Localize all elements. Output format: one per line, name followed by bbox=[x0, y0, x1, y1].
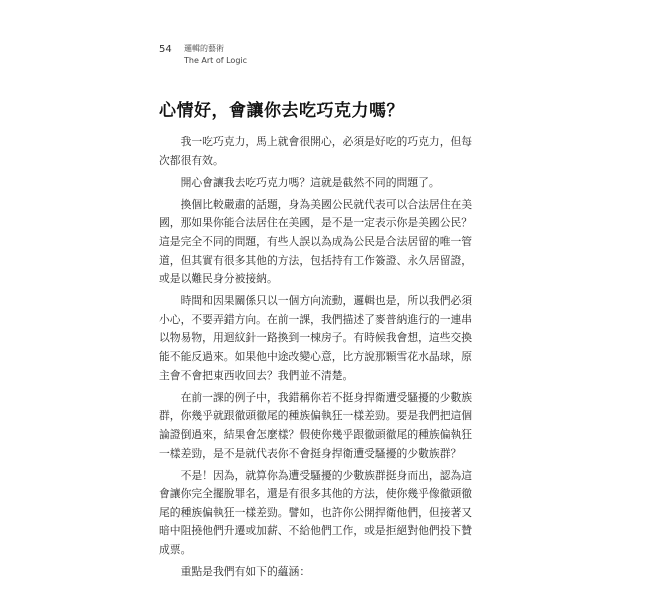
text-line: 換個比較嚴肅的話題，身為美國公民就代表可以合法居住在美 bbox=[180, 197, 473, 211]
text-line: 或是以難民身分被接納。 bbox=[159, 272, 278, 286]
book-title-chinese: 邏輯的藝術 bbox=[184, 44, 224, 53]
text-line: 會讓你完全擺脫罪名，還是有很多其他的方法，使你幾乎像徹頭徹 bbox=[159, 487, 473, 501]
text-line: 不是！因為，就算你為遭受騷擾的少數族群挺身而出，認為這 bbox=[180, 468, 473, 482]
text-line: 暗中阻撓他們升遷或加薪、不給他們工作，或是拒絕對他們投下贊 bbox=[159, 524, 473, 538]
body-text bbox=[159, 133, 481, 585]
text-line: 這是完全不同的問題，有些人誤以為成為公民是合法居留的唯一管 bbox=[159, 234, 473, 248]
paragraph bbox=[159, 292, 481, 385]
text-line: 我一吃巧克力，馬上就會很開心，必須是好吃的巧克力，但每 bbox=[180, 135, 473, 148]
text-line: 能不能反過來。如果他中途改變心意，比方說那顆雪花水晶球，原 bbox=[159, 350, 473, 364]
text-line: 論證倒過來，結果會怎麼樣？假使你幾乎跟徹頭徹尾的種族偏執狂 bbox=[159, 427, 473, 441]
paragraph bbox=[159, 467, 481, 560]
text-line: 群，你幾乎就跟徹頭徹尾的種族偏執狂一樣差勁。要是我們把這個 bbox=[159, 409, 473, 423]
paragraph bbox=[159, 133, 481, 170]
book-title-english: The Art of Logic bbox=[184, 56, 248, 65]
paragraph bbox=[159, 174, 481, 193]
text-line: 尾的種族偏執狂一樣差勁。譬如，也許你公開捍衛他們，但接著又 bbox=[159, 505, 473, 519]
text-line: 道，但其實有很多其他的方法，包括持有工作簽證、永久居留證， bbox=[159, 253, 473, 267]
text-line: 在前一課的例子中，我錯稱你若不挺身捍衛遭受騷擾的少數族 bbox=[180, 390, 473, 404]
text-line: 主會不會把東西收回去？我們並不清楚。 bbox=[159, 368, 354, 382]
paragraph bbox=[159, 563, 481, 582]
text-line: 小心，不要弄錯方向。在前一課，我們描述了麥普納進行的一連串 bbox=[159, 312, 473, 326]
text-line: 重點是我們有如下的蘊涵： bbox=[180, 565, 311, 579]
text-line: 一樣差勁，是不是就代表你不會挺身捍衛遭受騷擾的少數族群？ bbox=[159, 446, 462, 460]
text-line: 時間和因果關係只以一個方向流動，邏輯也是，所以我們必須 bbox=[180, 294, 473, 308]
paragraph bbox=[159, 196, 481, 289]
text-line: 以物易物，用迴紋針一路換到一棟房子。有時候我會想，這些交換 bbox=[159, 331, 473, 345]
page-number: 54 bbox=[159, 44, 172, 55]
text-line: 國，那如果你能合法居住在美國，是不是一定表示你是美國公民？ bbox=[159, 216, 473, 230]
paragraph bbox=[159, 389, 481, 463]
text-line: 開心會讓我去吃巧克力嗎？這就是截然不同的問題了。 bbox=[180, 175, 440, 189]
chapter-title: 心情好，會讓你去吃巧克力嗎？ bbox=[159, 101, 404, 121]
text-line: 次都很有效。 bbox=[159, 153, 224, 167]
running-head bbox=[184, 43, 247, 67]
text-line: 成票。 bbox=[159, 542, 192, 556]
